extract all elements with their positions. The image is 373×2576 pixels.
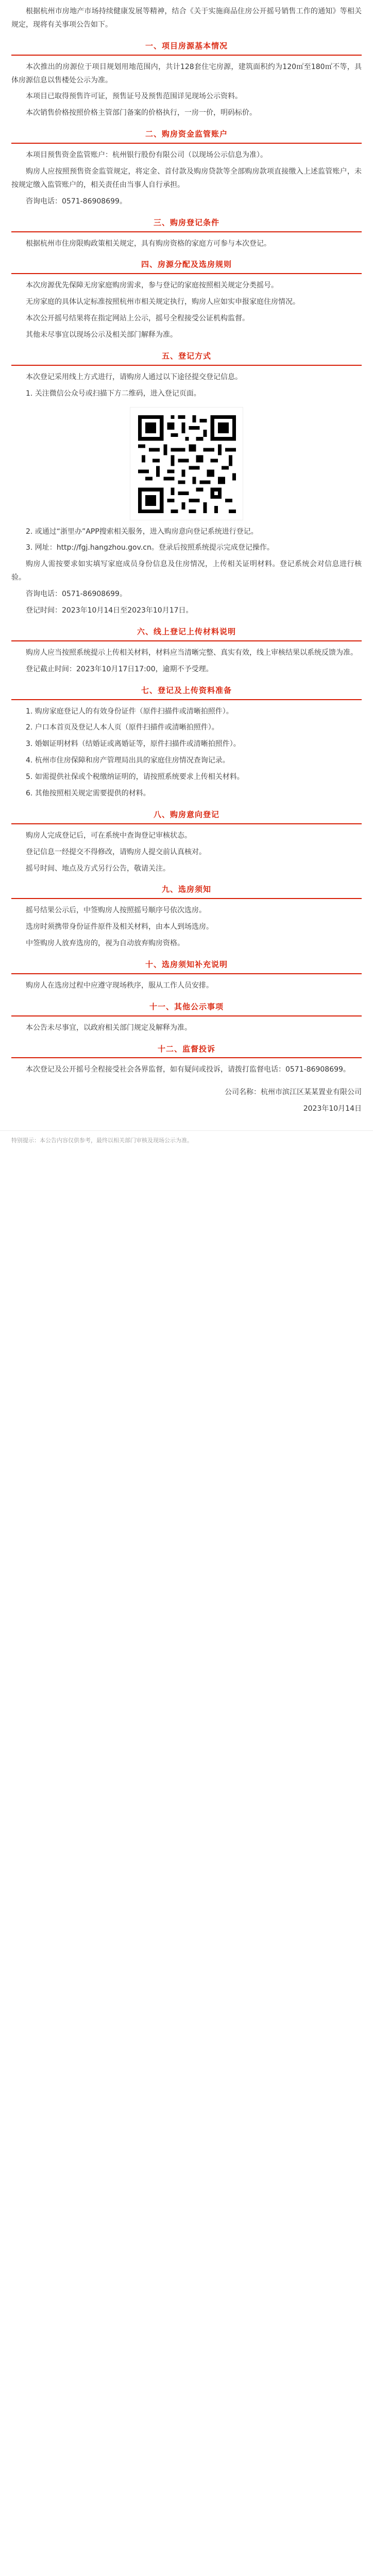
section-8-p3: 摇号时间、地点及方式另行公告，敬请关注。 [26, 864, 170, 873]
section-8-p1: 购房人完成登记后，可在系统中查询登记审核状态。 [26, 831, 192, 840]
section-4-title: 四、房源分配及选房规则 [141, 260, 232, 269]
footer-note: 特别提示：本公告内容仅供参考，最终以相关部门审核及现场公示为准。 [11, 1137, 193, 1144]
section-2-p1: 本项目预售资金监管账户：杭州银行股份有限公司（以现场公示信息为准）。 [26, 151, 267, 160]
section-divider [11, 273, 362, 274]
section-2-p3: 咨询电话：0571-86908699。 [26, 197, 127, 206]
signature-block [11, 1086, 362, 1116]
section-1-p2: 本项目已取得预售许可证，预售证号及预售范围详见现场公示资料。 [26, 92, 242, 101]
section-6-heading [11, 625, 362, 641]
section-7-item-6: 6. 其他按照相关规定需要提供的材料。 [26, 789, 150, 798]
section-divider [11, 1015, 362, 1016]
section-6-p1: 购房人应当按照系统提示上传相关材料，材料应当清晰完整、真实有效，线上审核结果以系统反馈为准。 [26, 648, 358, 657]
section-5b-p3: 购房人需按要求如实填写家庭成员身份信息及住房情况，上传相关证明材料。登记系统会对信息进行核验。 [11, 560, 362, 582]
section-11-p1: 本公告未尽事宜，以政府相关部门规定及解释为准。 [26, 1023, 192, 1032]
section-7-item-5: 5. 如需提供社保或个税缴纳证明的，请按照系统要求上传相关材料。 [26, 773, 244, 782]
section-10-title: 十、选房须知补充说明 [145, 959, 228, 969]
signature-date: 2023年10月14日 [303, 1105, 362, 1113]
section-10-heading [11, 958, 362, 974]
section-11-title: 十一、其他公示事项 [149, 1002, 224, 1011]
section-7-item-4: 4. 杭州市住房保障和房产管理局出具的家庭住房情况查询记录。 [26, 756, 230, 765]
section-1-heading [11, 39, 362, 56]
section-3-heading [11, 216, 362, 232]
qr-code-graphic [134, 412, 240, 517]
qr-code-image[interactable] [130, 407, 243, 520]
section-8-heading [11, 808, 362, 824]
footer [0, 1136, 373, 1157]
section-11-heading [11, 1000, 362, 1016]
section-9-p1: 摇号结果公示后，中签购房人按照摇号顺序号依次选房。 [26, 906, 206, 915]
section-10-p1: 购房人在选房过程中应遵守现场秩序，服从工作人员安排。 [26, 981, 213, 990]
section-divider [11, 1057, 362, 1058]
section-2-p2: 购房人应按照预售资金监管规定，将定金、首付款及购房贷款等全部购房款项直接缴入上述监管账户，未按规定缴入监管账户的，相关责任由当事人自行承担。 [11, 167, 362, 189]
section-5b-p4: 咨询电话：0571-86908699。 [26, 590, 127, 599]
section-5b-p2: 3. 网址：http://fgj.hangzhou.gov.cn。登录后按照系统提示完成登记操作。 [26, 544, 274, 552]
section-5b-p5: 登记时间：2023年10月14日至2023年10月17日。 [26, 606, 193, 615]
section-divider [11, 699, 362, 700]
section-8-title: 八、购房意向登记 [153, 809, 219, 819]
section-1-p1: 本次推出的房源位于项目规划用地范围内，共计128套住宅房源，建筑面积约为120㎡至180㎡不等，具体房源信息以售楼处公示为准。 [11, 62, 362, 84]
section-4-p2: 无房家庭的具体认定标准按照杭州市相关规定执行，购房人应如实申报家庭住房情况。 [26, 298, 300, 307]
section-5-title: 五、登记方式 [161, 351, 211, 361]
section-9-heading [11, 883, 362, 899]
section-7-item-2: 2. 户口本首页及登记人本人页（原件扫描件或清晰拍照件）。 [26, 723, 219, 732]
page [0, 0, 373, 1157]
section-7-item-1: 1. 购房家庭登记人的有效身份证件（原件扫描件或清晰拍照件）。 [26, 707, 233, 716]
section-9-title: 九、选房须知 [161, 885, 211, 894]
section-divider [11, 898, 362, 899]
section-6-p2: 登记截止时间：2023年10月17日17:00，逾期不予受理。 [26, 665, 213, 673]
section-divider [11, 365, 362, 366]
section-7-title: 七、登记及上传资料准备 [141, 685, 232, 695]
qr-code-wrap [11, 407, 362, 520]
intro-paragraph: 根据杭州市房地产市场持续健康发展等精神，结合《关于实施商品住房公开摇号销售工作的通知》等相关规定，现将有关事项公告如下。 [11, 7, 362, 29]
section-divider [11, 55, 362, 56]
footer-divider [0, 1130, 373, 1131]
section-5-heading [11, 349, 362, 366]
section-8-p2: 登记信息一经提交不得修改，请购房人提交前认真核对。 [26, 848, 206, 856]
section-9-p3: 中签购房人放弃选房的，视为自动放弃购房资格。 [26, 939, 184, 948]
top-bar [0, 0, 373, 5]
section-5b-p1: 2. 或通过“浙里办”APP搜索相关服务，进入购房意向登记系统进行登记。 [26, 527, 258, 536]
section-7-item-3: 3. 婚姻证明材料（结婚证或离婚证等，原件扫描件或清晰拍照件）。 [26, 740, 241, 749]
section-12-title: 十二、监督投诉 [157, 1044, 215, 1054]
signature-company: 公司名称：杭州市滨江区某某置业有限公司 [225, 1088, 362, 1097]
section-4-p3: 本次公开摇号结果将在指定网站上公示，摇号全程接受公证机构监督。 [26, 314, 249, 323]
section-divider [11, 143, 362, 144]
section-divider [11, 823, 362, 824]
section-9-p2: 选房时须携带身份证件原件及相关材料，由本人到场选房。 [26, 923, 213, 931]
section-3-title: 三、购房登记条件 [153, 217, 219, 227]
section-2-title: 二、购房资金监管账户 [145, 129, 228, 139]
section-2-heading [11, 127, 362, 144]
section-divider [11, 231, 362, 232]
section-5-p1: 本次登记采用线上方式进行，请购房人通过以下途径提交登记信息。 [26, 372, 242, 381]
section-1-p3: 本次销售价格按照价格主管部门备案的价格执行，一房一价，明码标价。 [26, 109, 257, 117]
section-4-p4: 其他未尽事宜以现场公示及相关部门解释为准。 [26, 331, 177, 340]
section-5-p2: 1. 关注微信公众号或扫描下方二维码，进入登记页面。 [26, 389, 201, 398]
section-1-title: 一、项目房源基本情况 [145, 41, 228, 50]
section-7-heading [11, 684, 362, 700]
section-3-p1: 根据杭州市住房限购政策相关规定，具有购房资格的家庭方可参与本次登记。 [26, 239, 271, 248]
section-4-p1: 本次房源优先保障无房家庭购房需求，参与登记的家庭按照相关规定分类摇号。 [26, 281, 278, 290]
section-6-title: 六、线上登记上传材料说明 [137, 626, 236, 636]
section-divider [11, 973, 362, 974]
spacer [11, 1119, 362, 1123]
section-divider [11, 640, 362, 641]
section-12-p1: 本次登记及公开摇号全程接受社会各界监督，如有疑问或投诉，请拨打监督电话：0571-86908699。 [26, 1065, 350, 1074]
article-content [0, 5, 373, 1123]
section-4-heading [11, 258, 362, 274]
section-12-heading [11, 1042, 362, 1059]
